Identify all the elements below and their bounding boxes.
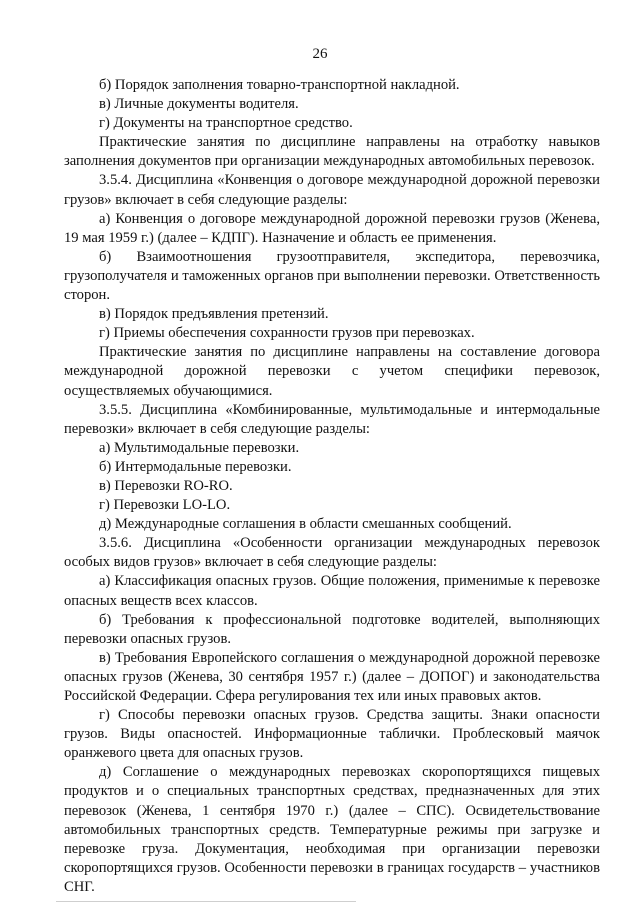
paragraph: в) Личные документы водителя. <box>99 96 299 113</box>
paragraph: г) Приемы обеспечения сохранности грузов при перевозках. <box>99 325 475 342</box>
paragraph: в) Перевозки RO-RO. <box>99 477 233 494</box>
bottom-scan-line <box>56 901 356 902</box>
paragraph: в) Требования Европейского соглашения о международной дорожной перевозке опасных грузов (Женева, 30 сентября 1957 г.) (далее – ДОПОГ) и законодательства Российской Федерации. Сфера регулирования тех или иных правовых актов. <box>64 649 600 704</box>
paragraph: б) Порядок заполнения товарно-транспортной накладной. <box>99 77 460 93</box>
section-heading-paragraph: 3.5.6. Дисциплина «Особенности организации международных перевозок особых видов грузов» включает в себя следующие разделы: <box>64 535 600 571</box>
paragraph: д) Международные соглашения в области смешанных сообщений. <box>99 516 512 533</box>
paragraph: б) Интермодальные перевозки. <box>99 458 292 475</box>
paragraph: а) Классификация опасных грузов. Общие положения, применимые к перевозке опасных веществ всех классов. <box>64 573 600 609</box>
paragraph: а) Мультимодальные перевозки. <box>99 439 300 456</box>
paragraph: в) Порядок предъявления претензий. <box>99 306 329 323</box>
document-body <box>64 76 600 897</box>
paragraph: б) Взаимоотношения грузоотправителя, экспедитора, перевозчика, грузополучателя и таможенных органов при выполнении перевозки. Ответственность сторон. <box>64 248 600 304</box>
page-number: 26 <box>312 46 328 62</box>
paragraph: Практические занятия по дисциплине направлены на отработку навыков заполнения документов при организации международных автомобильных перевозок. <box>64 134 600 170</box>
paragraph: б) Требования к профессиональной подготовке водителей, выполняющих перевозки опасных грузов. <box>64 611 600 647</box>
paragraph: г) Способы перевозки опасных грузов. Средства защиты. Знаки опасности грузов. Виды опасностей. Информационные таблички. Проблесковый маячок оранжевого цвета для опасных грузов. <box>64 707 600 762</box>
paragraph: г) Документы на транспортное средство. <box>99 115 353 132</box>
paragraph: Практические занятия по дисциплине направлены на составление договора международной дорожной перевозки с учетом специфики перевозок, осуществляемых обучающимися. <box>64 344 600 399</box>
section-heading-paragraph: 3.5.4. Дисциплина «Конвенция о договоре международной дорожной перевозки грузов» включает в себя следующие разделы: <box>64 172 600 208</box>
paragraph: д) Соглашение о международных перевозках скоропортящихся пищевых продуктов и о специальных транспортных средствах, предназначенных для этих перевозок (Женева, 1 сентября 1970 г.) (далее – СПС). Освидетельствование автомобильных транспортных средств. Температурные режимы при загрузке и перевозке груза. Документация, необходимая при организации перевозки скоропортящихся грузов. Особенности перевозки в границах государств – участников СНГ. <box>64 764 600 895</box>
section-heading-paragraph: 3.5.5. Дисциплина «Комбинированные, мультимодальные и интермодальные перевозки» включает в себя следующие разделы: <box>64 401 600 437</box>
paragraph: а) Конвенция о договоре международной дорожной перевозки грузов (Женева, 19 мая 1959 г.) (далее – КДПГ). Назначение и область ее применения. <box>64 210 600 246</box>
paragraph: г) Перевозки LO-LO. <box>99 497 231 514</box>
